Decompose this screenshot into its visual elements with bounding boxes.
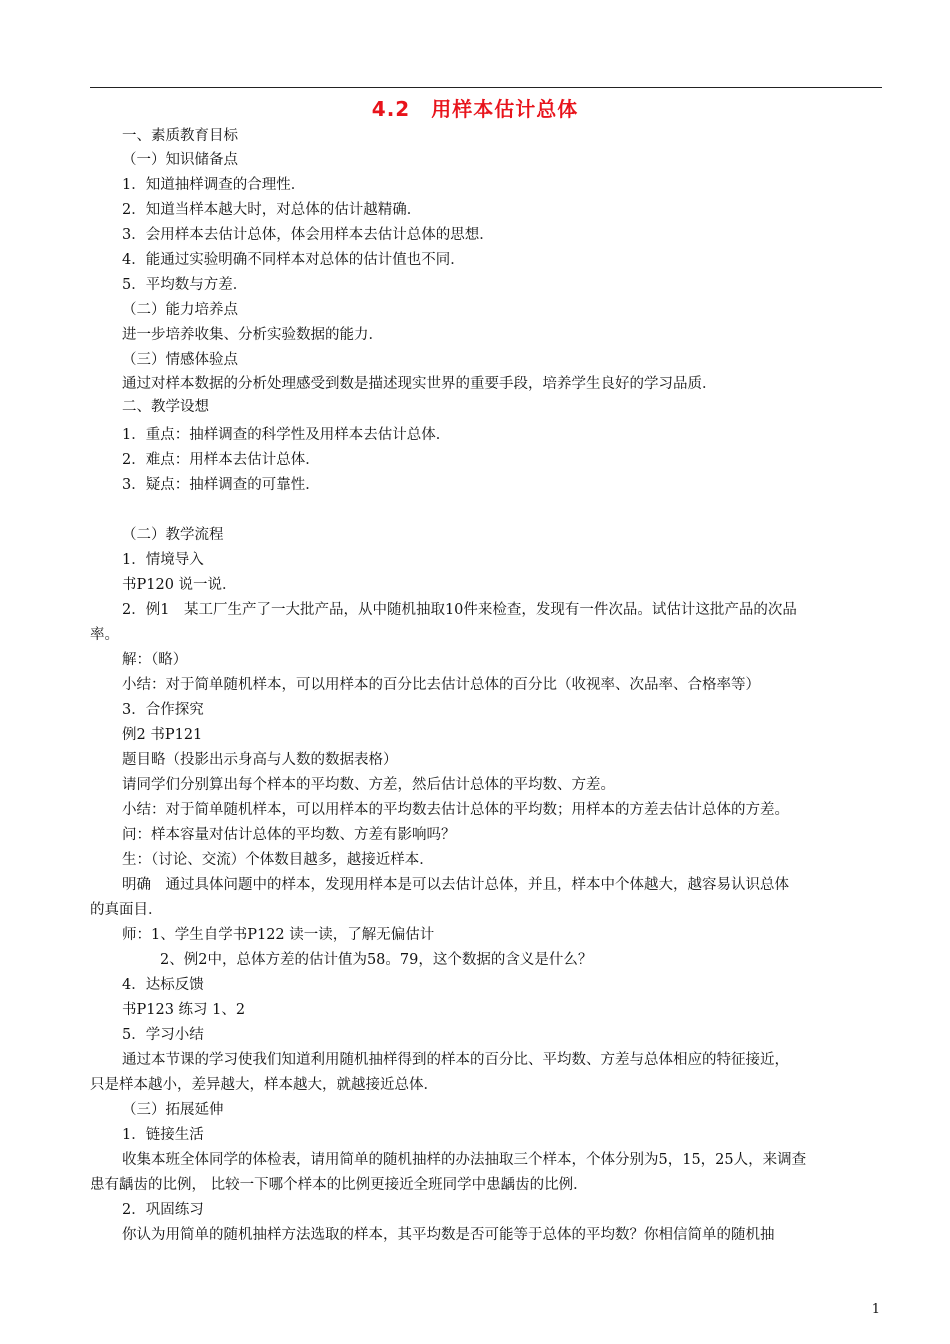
- text-line: （二）能力培养点: [122, 302, 238, 318]
- text-line: （三）情感体验点: [122, 352, 238, 368]
- text-line: 1．情境导入: [122, 552, 204, 568]
- text-line: 2．知道当样本越大时，对总体的估计越精确．: [122, 202, 422, 218]
- text-line: 1．知道抽样调查的合理性．: [122, 177, 306, 193]
- text-line: 率。: [90, 627, 119, 643]
- text-line: 4．能通过实验明确不同样本对总体的估计值也不同．: [122, 252, 465, 268]
- text-line: 3．合作探究: [122, 702, 204, 718]
- text-line: 书P123 练习 1、2: [122, 1002, 246, 1018]
- text-line: 小结：对于简单随机样本，可以用样本的百分比去估计总体的百分比（收视率、次品率、合格率等）: [122, 677, 760, 693]
- text-line: 通过对样本数据的分析处理感受到数是描述现实世界的重要手段，培养学生良好的学习品质．: [122, 376, 717, 392]
- text-line: （一）知识储备点: [122, 152, 238, 168]
- text-line: 5．平均数与方差．: [122, 277, 248, 293]
- text-line: 3．疑点：抽样调查的可靠性．: [122, 477, 320, 493]
- text-line: 1．链接生活: [122, 1127, 204, 1143]
- text-line: 2．例1 某工厂生产了一大批产品，从中随机抽取10件来检查，发现有一件次品。试估计这批产品的次品: [122, 602, 797, 618]
- text-line: 只是样本越小，差异越大，样本越大，就越接近总体．: [90, 1077, 438, 1093]
- text-line: 师：1、学生自学书P122 读一读，了解无偏估计: [122, 927, 435, 943]
- text-line: 患有龋齿的比例， 比较一下哪个样本的比例更接近全班同学中患龋齿的比例．: [90, 1177, 588, 1193]
- text-line: 的真面目．: [90, 902, 163, 918]
- text-line: 1．重点：抽样调查的科学性及用样本去估计总体．: [122, 427, 451, 443]
- text-line: 明确 通过具体问题中的样本，发现用样本是可以去估计总体，并且，样本中个体越大，越容易认识总体: [122, 877, 789, 893]
- text-line: 5．学习小结: [122, 1027, 204, 1043]
- page-title: 4.2 用样本估计总体: [371, 97, 579, 121]
- text-line: （二）教学流程: [122, 527, 224, 543]
- text-line: 2．难点：用样本去估计总体．: [122, 452, 320, 468]
- text-line: 通过本节课的学习使我们知道利用随机抽样得到的样本的百分比、平均数、方差与总体相应的特征接近，: [122, 1052, 789, 1068]
- text-line: 进一步培养收集、分析实验数据的能力．: [122, 327, 383, 343]
- text-line: （三）拓展延伸: [122, 1102, 224, 1118]
- text-line: 收集本班全体同学的体检表，请用简单的随机抽样的办法抽取三个样本，个体分别为5，15，25人，来调查: [122, 1152, 807, 1168]
- page-number: 1: [871, 1302, 880, 1317]
- header-rule: [90, 87, 882, 88]
- text-line: 你认为用简单的随机抽样方法选取的样本，其平均数是否可能等于总体的平均数？你相信简单的随机抽: [122, 1227, 775, 1243]
- text-line: 生：（讨论、交流）个体数目越多，越接近样本．: [122, 852, 434, 868]
- text-line: 2．巩固练习: [122, 1202, 204, 1218]
- text-line: 书P120 说一说．: [122, 577, 237, 593]
- text-line: 4．达标反馈: [122, 977, 204, 993]
- text-line: 二、教学设想: [122, 399, 209, 415]
- text-line: 小结：对于简单随机样本，可以用样本的平均数去估计总体的平均数；用样本的方差去估计总体的方差。: [122, 802, 789, 818]
- text-line: 2、例2中，总体方差的估计值为58。79，这个数据的含义是什么？: [160, 952, 593, 968]
- text-line: 问：样本容量对估计总体的平均数、方差有影响吗？: [122, 827, 456, 843]
- text-line: 一、素质教育目标: [122, 128, 238, 144]
- text-line: 例2 书P121: [122, 727, 203, 743]
- text-line: 请同学们分别算出每个样本的平均数、方差，然后估计总体的平均数、方差。: [122, 777, 615, 793]
- text-line: 3．会用样本去估计总体，体会用样本去估计总体的思想．: [122, 227, 494, 243]
- text-line: 解：（略）: [122, 652, 188, 668]
- text-line: 题目略（投影出示身高与人数的数据表格）: [122, 752, 398, 768]
